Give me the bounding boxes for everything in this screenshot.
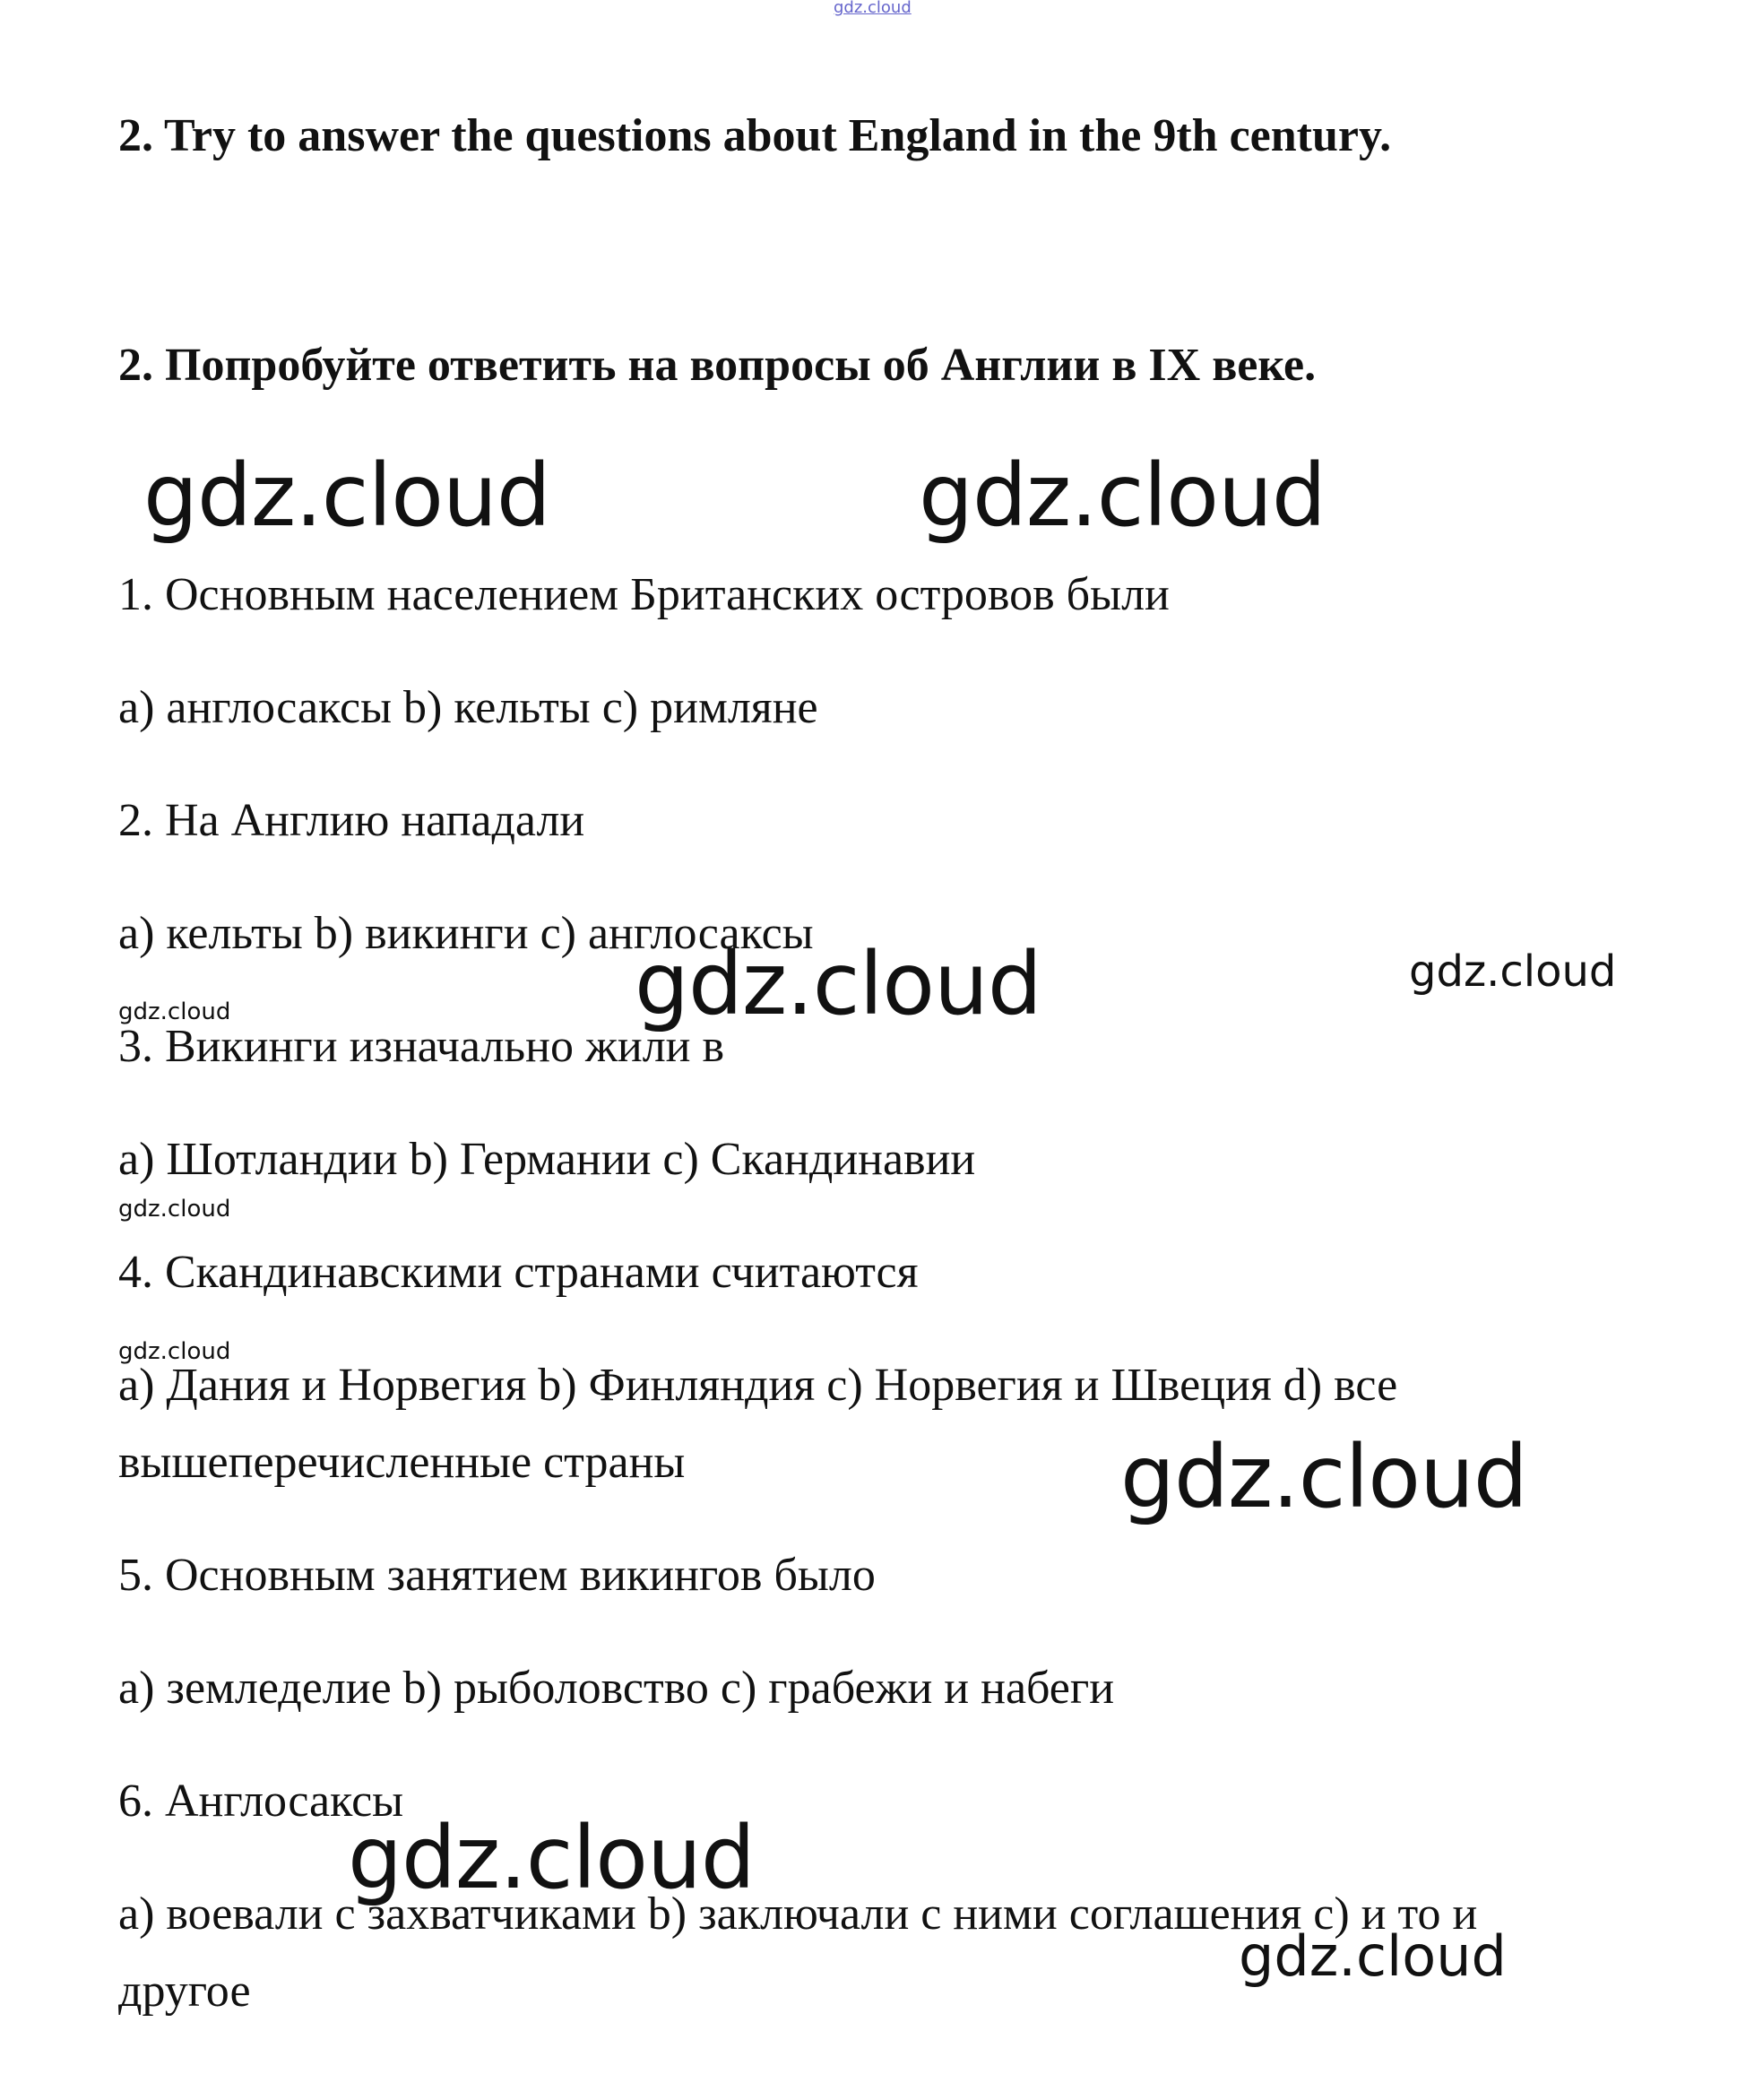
watermark: gdz.cloud [1120,1427,1527,1527]
question-6-options-line-2: другое [118,1966,251,2017]
watermark: gdz.cloud [635,934,1041,1034]
question-3: 3. Викинги изначально жили в [118,1021,725,1072]
question-4-options-line-2: вышеперечисленные страны [118,1437,686,1488]
question-6: 6. Англосаксы [118,1776,404,1827]
question-2: 2. На Англию нападали [118,795,585,846]
watermark: gdz.cloud [919,445,1326,546]
question-4-options-line-1: a) Дания и Норвегия b) Финляндия c) Норвегия и Швеция d) все [118,1360,1398,1411]
question-1-options: a) англосаксы b) кельты c) римляне [118,682,818,733]
question-4: 4. Скандинавскими странами считаются [118,1247,919,1298]
watermark-link[interactable]: gdz.cloud [834,0,912,17]
watermark: gdz.cloud [1239,1923,1507,1989]
question-5: 5. Основным занятием викингов было [118,1550,876,1601]
watermark: gdz.cloud [118,1338,231,1365]
question-6-options-line-1: a) воевали с захватчиками b) заключали с ними соглашения c) и то и [118,1888,1478,1940]
question-2-options: a) кельты b) викинги c) англосаксы [118,908,814,959]
task-heading-russian: 2. Попробуйте ответить на вопросы об Англии в IX веке. [118,340,1317,391]
watermark: gdz.cloud [348,1808,755,1908]
question-1: 1. Основным населением Британских островов были [118,569,1170,620]
watermark: gdz.cloud [118,1196,231,1223]
task-heading-english: 2. Try to answer the questions about England in the 9th century. [118,110,1392,161]
watermark: gdz.cloud [143,445,550,546]
watermark: gdz.cloud [118,998,231,1025]
question-3-options: a) Шотландии b) Германии c) Скандинавии [118,1134,976,1185]
watermark: gdz.cloud [1409,946,1617,997]
question-5-options: a) земледелие b) рыболовство c) грабежи и набеги [118,1663,1115,1714]
